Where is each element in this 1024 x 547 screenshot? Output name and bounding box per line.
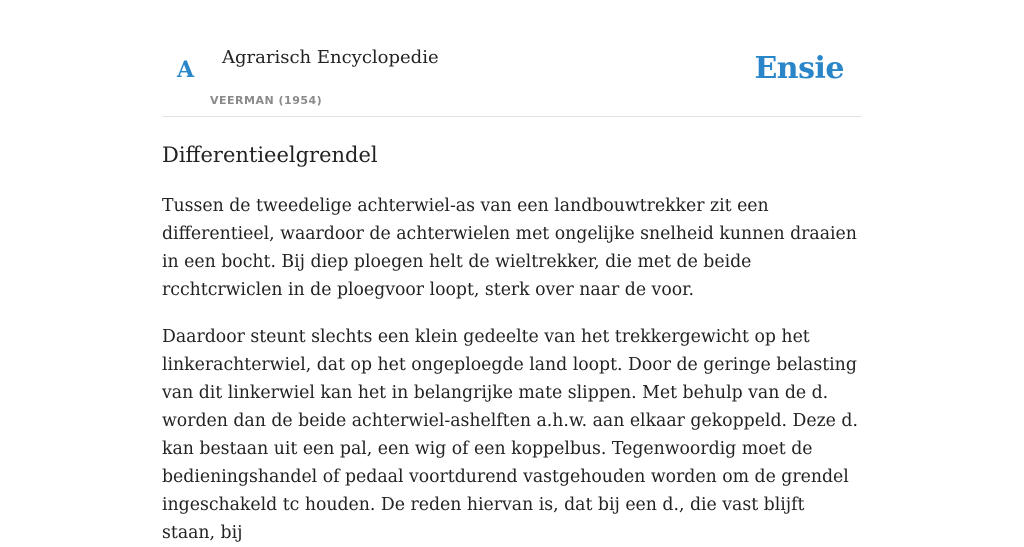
ensie-logo-link[interactable]: Ensie — [754, 51, 844, 86]
source-title[interactable]: Agrarisch Encyclopedie — [222, 47, 439, 68]
source-author-year: VEERMAN (1954) — [210, 94, 323, 107]
source-header — [162, 0, 862, 117]
article-paragraph: Daardoor steunt slechts een klein gedeelte van het trekkergewicht op het linkerachterwiel, dat op het ongeploegde land loopt. Door de geringe belasting van dit linkerwiel kan het in belangrijke mate slippen. Met behulp van de d. worden dan de beide achterwiel-ashelften a.h.w. aan elkaar gekoppeld. Deze d. kan bestaan uit een pal, een wig of een koppelbus. Tegenwoordig moet de bedieningshandel of pedaal voortdurend vastgehouden worden om de grendel ingeschakeld tc houden. De reden hiervan is, dat bij een d., die vast blijft staan, bij — [162, 327, 858, 543]
article-title: Differentieelgrendel — [162, 143, 378, 167]
source-logo-icon[interactable]: A — [177, 57, 195, 83]
article — [162, 138, 862, 547]
article-paragraph: Tussen de tweedelige achterwiel-as van een landbouwtrekker zit een differentieel, waardoor de achterwielen met ongelijke snelheid kunnen draaien in een bocht. Bij diep ploegen helt de wieltrekker, die met de beide rcchtcrwiclen in de ploegvoor loopt, sterk over naar de voor. — [162, 196, 857, 300]
